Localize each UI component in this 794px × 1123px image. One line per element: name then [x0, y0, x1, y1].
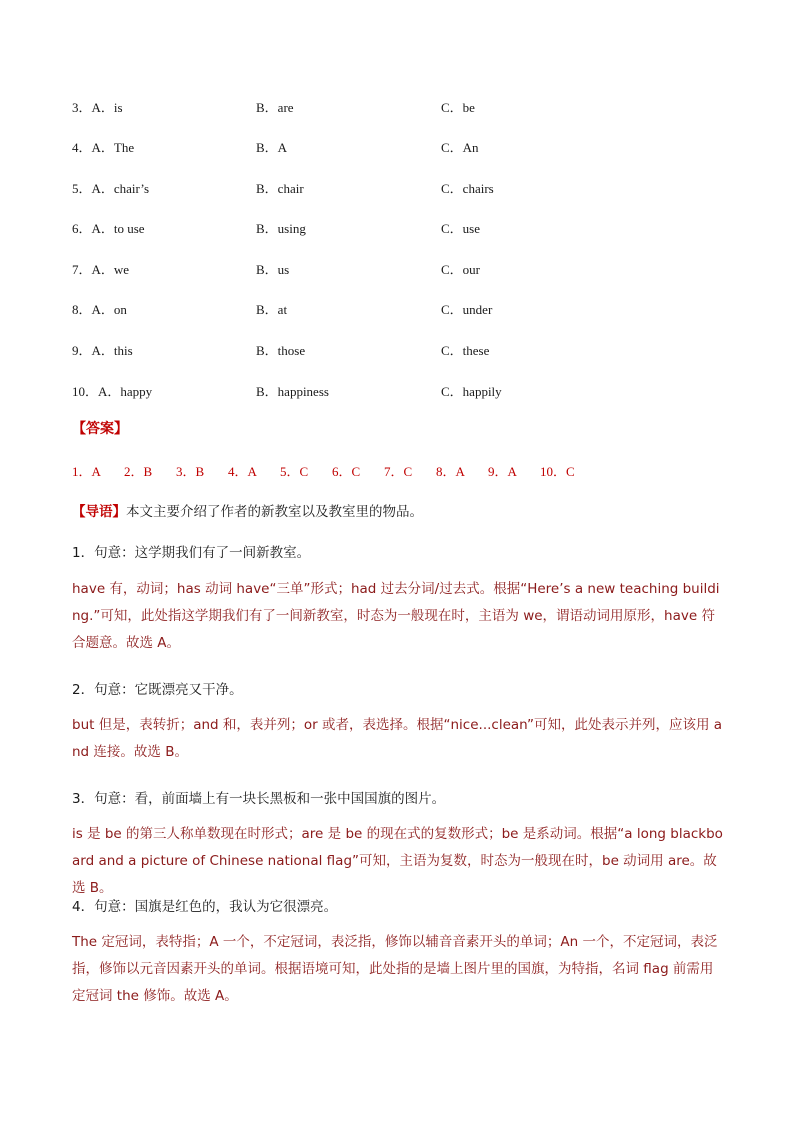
option-b: B．chair — [256, 181, 304, 196]
answer-item: 3．B — [176, 464, 205, 479]
guide-line — [72, 500, 423, 520]
option-a: 3．A．is — [72, 100, 123, 115]
option-c: C．our — [441, 262, 481, 277]
sentence-meaning: 2．句意：它既漂亮又干净。 — [72, 682, 243, 698]
option-a: 5．A．chair’s — [72, 181, 150, 196]
option-c: C．these — [441, 343, 490, 358]
guide-tag: 【导语】 — [72, 504, 126, 520]
option-b: B．A — [256, 140, 288, 155]
guide-text: 本文主要介绍了作者的新教室以及教室里的物品。 — [126, 504, 423, 520]
answer-item: 8．A — [436, 464, 465, 479]
sentence-meaning: 4．句意：国旗是红色的，我认为它很漂亮。 — [72, 899, 338, 915]
option-c: C．under — [441, 302, 493, 317]
answer-item: 1．A — [72, 464, 101, 479]
option-b: B．those — [256, 343, 306, 358]
option-c: C．chairs — [441, 181, 494, 196]
option-b: B．at — [256, 302, 288, 317]
option-b: B．happiness — [256, 384, 329, 399]
option-a: 7．A．we — [72, 262, 130, 277]
option-a: 8．A．on — [72, 302, 127, 317]
option-c: C．happily — [441, 384, 502, 399]
option-c: C．An — [441, 140, 479, 155]
explanation: but 但是，表转折；and 和，表并列；or 或者，表选择。根据“nice...clean”可知，此处表示并列，应该用 and 连接。故选 B。 — [72, 717, 723, 760]
sentence-meaning: 1．句意：这学期我们有了一间新教室。 — [72, 545, 311, 561]
explanation: is 是 be 的第三人称单数现在时形式；are 是 be 的现在式的复数形式；be 是系动词。根据“a long blackboard and a picture of Chinese national flag”可知，主语为复数，时态为一般现在时，be 动词用 are。故选 B。 — [72, 826, 723, 896]
option-a: 6．A．to use — [72, 221, 145, 236]
option-b: B．us — [256, 262, 290, 277]
option-a: 4．A．The — [72, 140, 135, 155]
answer-heading: 【答案】 — [72, 421, 128, 437]
answer-item: 5．C — [280, 464, 309, 479]
answer-item: 2．B — [124, 464, 153, 479]
answer-item: 7．C — [384, 464, 413, 479]
option-a: 9．A．this — [72, 343, 133, 358]
explanation: have 有，动词；has 动词 have“三单”形式；had 过去分词/过去式。根据“Here’s a new teaching building.”可知，此处指这学期我们有了一间新教室，时态为一般现在时，主语为 we，谓语动词用原形，have 符合题意。故选 A。 — [72, 581, 720, 651]
answer-item: 4．A — [228, 464, 257, 479]
option-b: B．using — [256, 221, 306, 236]
answer-item: 6．C — [332, 464, 361, 479]
option-c: C．use — [441, 221, 481, 236]
answer-item: 10．C — [540, 464, 575, 479]
explanation: The 定冠词，表特指；A 一个，不定冠词，表泛指，修饰以辅音音素开头的单词；An 一个，不定冠词，表泛指，修饰以元音因素开头的单词。根据语境可知，此处指的是墙上图片里的国旗，为特指，名词 flag 前需用定冠词 the 修饰。故选 A。 — [72, 934, 718, 1004]
answer-item: 9．A — [488, 464, 517, 479]
option-b: B．are — [256, 100, 294, 115]
sentence-meaning: 3．句意：看，前面墙上有一块长黑板和一张中国国旗的图片。 — [72, 791, 446, 807]
option-a: 10．A．happy — [72, 384, 153, 399]
option-c: C．be — [441, 100, 475, 115]
